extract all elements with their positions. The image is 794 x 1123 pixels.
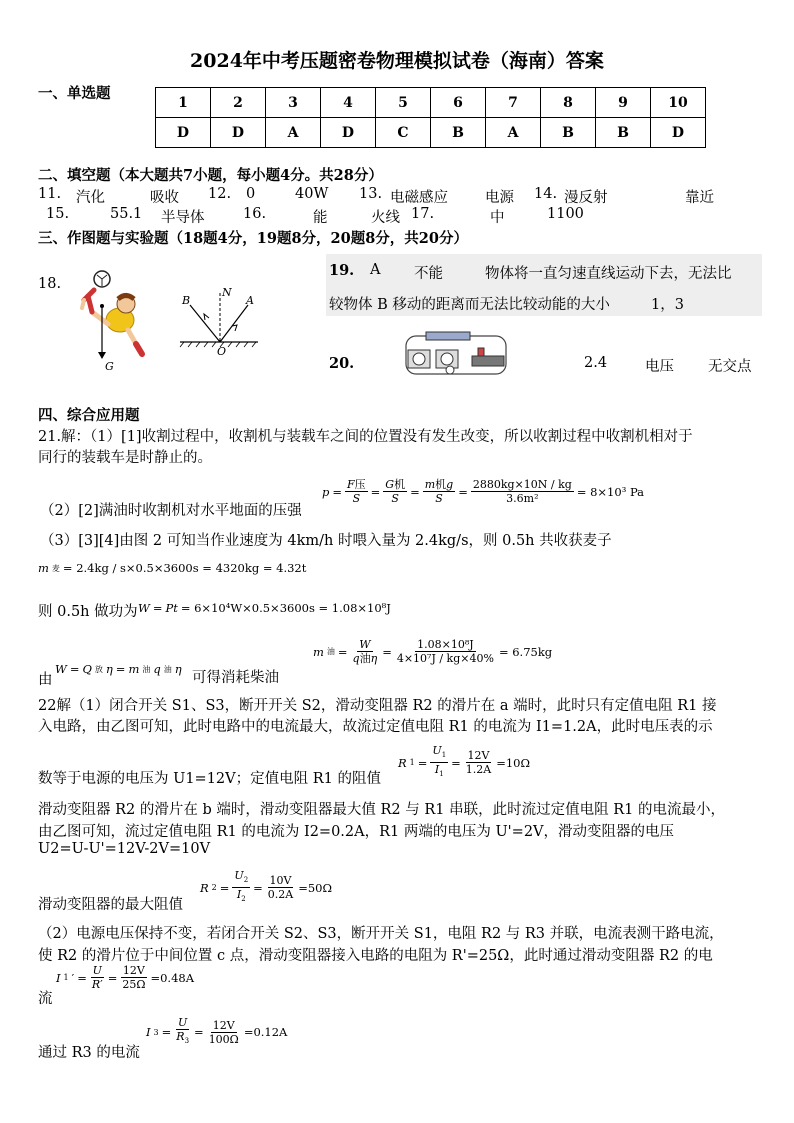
answer-number: 5 <box>376 88 431 118</box>
section1-heading: 一、单选题 <box>38 85 111 102</box>
fill-item: 17. <box>411 206 435 222</box>
fill-item: 汽化 <box>76 190 105 206</box>
answer-number: 2 <box>211 88 266 118</box>
q22-paragraph: 数等于电源的电压为 U1=12V；定值电阻 R1 的阻值 <box>38 771 381 787</box>
page-title: 2024年中考压题密卷物理模拟试卷（海南）答案 <box>190 50 604 72</box>
q19-answer: 不能 <box>414 266 443 282</box>
q18-label: 18. <box>38 276 62 292</box>
answer-table <box>155 87 706 148</box>
q22-paragraph: 由乙图可知，流过定值电阻 R1 的电流为 I2=0.2A，R1 两端的电压为 U'=2V，滑动变阻器的电压 <box>38 824 675 840</box>
answer-letter: A <box>486 118 541 148</box>
normal-label-n: N <box>222 286 232 299</box>
answer-number: 1 <box>156 88 211 118</box>
fill-item: 0 <box>246 186 256 202</box>
pressure-result: = 8×10³ Pa <box>576 484 645 499</box>
q20-number: 20. <box>329 355 355 372</box>
answer-number: 8 <box>541 88 596 118</box>
oil-result: = 6.75kg <box>498 644 553 659</box>
fill-item: 14. <box>534 186 558 202</box>
i1-result: =0.48A <box>150 970 195 985</box>
q21-paragraph: （3）[3][4]由图 2 可知当作业速度为 4km/h 时喂入量为 2.4kg/s，则 0.5h 共收获麦子 <box>40 533 612 549</box>
answer-number: 10 <box>651 88 706 118</box>
q21-paragraph: 同行的装载车是时静止的。 <box>38 450 212 466</box>
oil-text: 可得消耗柴油 <box>192 670 279 686</box>
gravity-label: G <box>105 360 114 373</box>
q20-answer: 无交点 <box>708 359 752 375</box>
pressure-denominator: 3.6m² <box>506 492 539 505</box>
r1-numerator: 12V <box>467 749 490 763</box>
fill-item: 电磁感应 <box>390 190 448 206</box>
r2-result: =50Ω <box>298 880 333 895</box>
pressure-formula: p = $\frac{\text{F压}}{S}$ = $\frac{\text{G机}}{S}$ = $\frac{\text{m机g}}{S}$ = $\frac{2880kg\times 10N / kg}{\text{3.6m²}}$ = 8×10³ Pa <box>322 478 645 505</box>
answer-number: 9 <box>596 88 651 118</box>
answer-letter: B <box>541 118 596 148</box>
q22-paragraph: 22解（1）闭合开关 S1、S3，断开开关 S2，滑动变阻器 R2 的滑片在 a 端时，此时只有定值电阻 R1 接 <box>38 698 717 714</box>
q19-answer-line2: 较物体 B 移动的距离而无法比较动能的大小 <box>329 297 610 313</box>
mass-formula: m 麦 = 2.4kg / s×0.5×3600s = 4320kg = 4.32t <box>38 561 307 575</box>
oil-numerator: 1.08×10⁸J <box>417 638 474 651</box>
fill-item: 漫反射 <box>564 190 608 206</box>
q20-answer: 2.4 <box>584 355 608 371</box>
fill-item: 半导体 <box>161 210 205 226</box>
q19-answer: A <box>370 262 381 278</box>
q19-number: 19. <box>329 262 355 279</box>
by-text: 由 <box>38 672 53 688</box>
r1-formula: R 1 = $\frac{U_1}{I_1}$ = $\frac{12V}{1.2A}$ =10Ω <box>398 744 531 779</box>
q20-answer: 电压 <box>645 359 674 375</box>
ray-label-a: A <box>246 294 254 307</box>
fill-item: 12. <box>208 186 232 202</box>
fill-item: 40W <box>295 186 329 202</box>
answer-letter: D <box>651 118 706 148</box>
fill-item: 16. <box>243 206 267 222</box>
heat-formula: W = Q 放 η = m 油 q 油 η <box>55 662 182 676</box>
answer-number: 7 <box>486 88 541 118</box>
q19-answer: 物体将一直匀速直线运动下去，无法比 <box>485 266 732 282</box>
work-equation: = 6×10⁴W×0.5×3600s = 1.08×10⁸J <box>180 601 391 615</box>
i3-denominator: 100Ω <box>208 1032 239 1046</box>
fill-item: 火线 <box>371 210 400 226</box>
fill-item: 15. <box>46 206 70 222</box>
answer-letter: D <box>321 118 376 148</box>
q22-paragraph: （2）电源电压保持不变，若闭合开关 S2、S3，断开开关 S1，电阻 R2 与 R3 并联，电流表测干路电流， <box>38 926 724 942</box>
work-formula: W = Pt = 6×10⁴W×0.5×3600s = 1.08×10⁸J <box>138 601 391 615</box>
fill-item: 55.1 <box>110 206 143 222</box>
section4-heading: 四、综合应用题 <box>38 407 140 424</box>
point-label-o: O <box>217 345 227 358</box>
fill-item: 13. <box>359 186 383 202</box>
section3-heading: 三、作图题与实验题（18题4分，19题8分，20题8分，共20分） <box>38 230 468 247</box>
ray-label-b: B <box>182 294 191 307</box>
i1-numerator: 12V <box>122 964 145 977</box>
q19-answer-end: 1，3 <box>651 297 684 313</box>
r2-numerator: 10V <box>269 874 292 888</box>
answer-number: 3 <box>266 88 321 118</box>
work-text: 则 0.5h 做功为 <box>38 604 138 620</box>
answer-letter-row <box>156 118 706 148</box>
q22-paragraph: 通过 R3 的电流 <box>38 1045 140 1061</box>
oil-formula: m 油 = $\frac{W}{\text{q油η}}$ = $\frac{\text{1.08×10⁸J}}{\text{4×10⁷J / kg×40\%}}$ = 6.75kg <box>313 638 553 665</box>
q21-paragraph: 21.解：（1）[1]收割过程中，收割机与装载车之间的位置没有发生改变，所以收割过程中收割机相对于 <box>38 429 693 445</box>
answer-letter: D <box>211 118 266 148</box>
section2-heading: 二、填空题（本大题共7小题，每小题4分。共28分） <box>38 167 383 184</box>
fill-item: 11. <box>38 186 62 202</box>
answer-number-row <box>156 88 706 118</box>
q22-paragraph: U2=U-U'=12V-2V=10V <box>38 841 211 857</box>
q22-paragraph: 入电路，由乙图可知，此时电路中的电流最大，故流过定值电阻 R1 的电流为 I1=1.2A，此时电压表的示 <box>38 719 713 735</box>
q22-paragraph: 滑动变阻器的最大阻值 <box>38 897 183 913</box>
fill-item: 靠近 <box>685 190 714 206</box>
answer-letter: C <box>376 118 431 148</box>
fill-item: 能 <box>313 210 328 226</box>
q21-pressure-text: （2）[2]满油时收割机对水平地面的压强 <box>40 503 302 519</box>
q22-paragraph: 滑动变阻器 R2 的滑片在 b 端时，滑动变阻器最大值 R2 与 R1 串联，此时流过定值电阻 R1 的电流最小， <box>38 802 725 818</box>
answer-letter: B <box>596 118 651 148</box>
r2-formula: R 2 = $\frac{U_2}{I_2}$ = $\frac{10V}{0.2A}$ =50Ω <box>200 869 333 904</box>
i1-formula: I 1 ′ = $\frac{U}{R'}$ = $\frac{12V}{25\Omega}$ =0.48A <box>56 964 195 991</box>
q22-paragraph: 流 <box>38 991 53 1007</box>
r1-result: =10Ω <box>496 755 531 770</box>
i1-denominator: 25Ω <box>122 978 146 991</box>
q22-paragraph: 使 R2 的滑片位于中间位置 c 点，滑动变阻器接入电路的电阻为 R'=25Ω，此时通过滑动变阻器 R2 的电 <box>38 948 713 964</box>
answer-number: 6 <box>431 88 486 118</box>
answer-letter: A <box>266 118 321 148</box>
fill-item: 中 <box>490 210 505 226</box>
answer-letter: D <box>156 118 211 148</box>
fill-item: 吸收 <box>150 190 179 206</box>
fill-item: 1100 <box>547 206 584 222</box>
r2-denominator: 0.2A <box>267 888 294 902</box>
answer-number: 4 <box>321 88 376 118</box>
soccer-player-figure <box>70 266 152 370</box>
i3-formula: I 3 = $\frac{U}{R_3}$ = $\frac{12V}{100\Omega}$ =0.12A <box>146 1016 288 1046</box>
circuit-figure <box>402 330 512 380</box>
i3-result: =0.12A <box>243 1025 288 1040</box>
r1-denominator: 1.2A <box>465 763 492 777</box>
pressure-numerator: 2880kg×10N / kg <box>472 478 572 491</box>
i3-numerator: 12V <box>212 1018 235 1032</box>
oil-denominator: 4×10⁷J / kg×40% <box>396 652 494 665</box>
answer-letter: B <box>431 118 486 148</box>
mass-equation: = 2.4kg / s×0.5×3600s = 4320kg = 4.32t <box>62 561 307 575</box>
fill-item: 电源 <box>485 190 514 206</box>
